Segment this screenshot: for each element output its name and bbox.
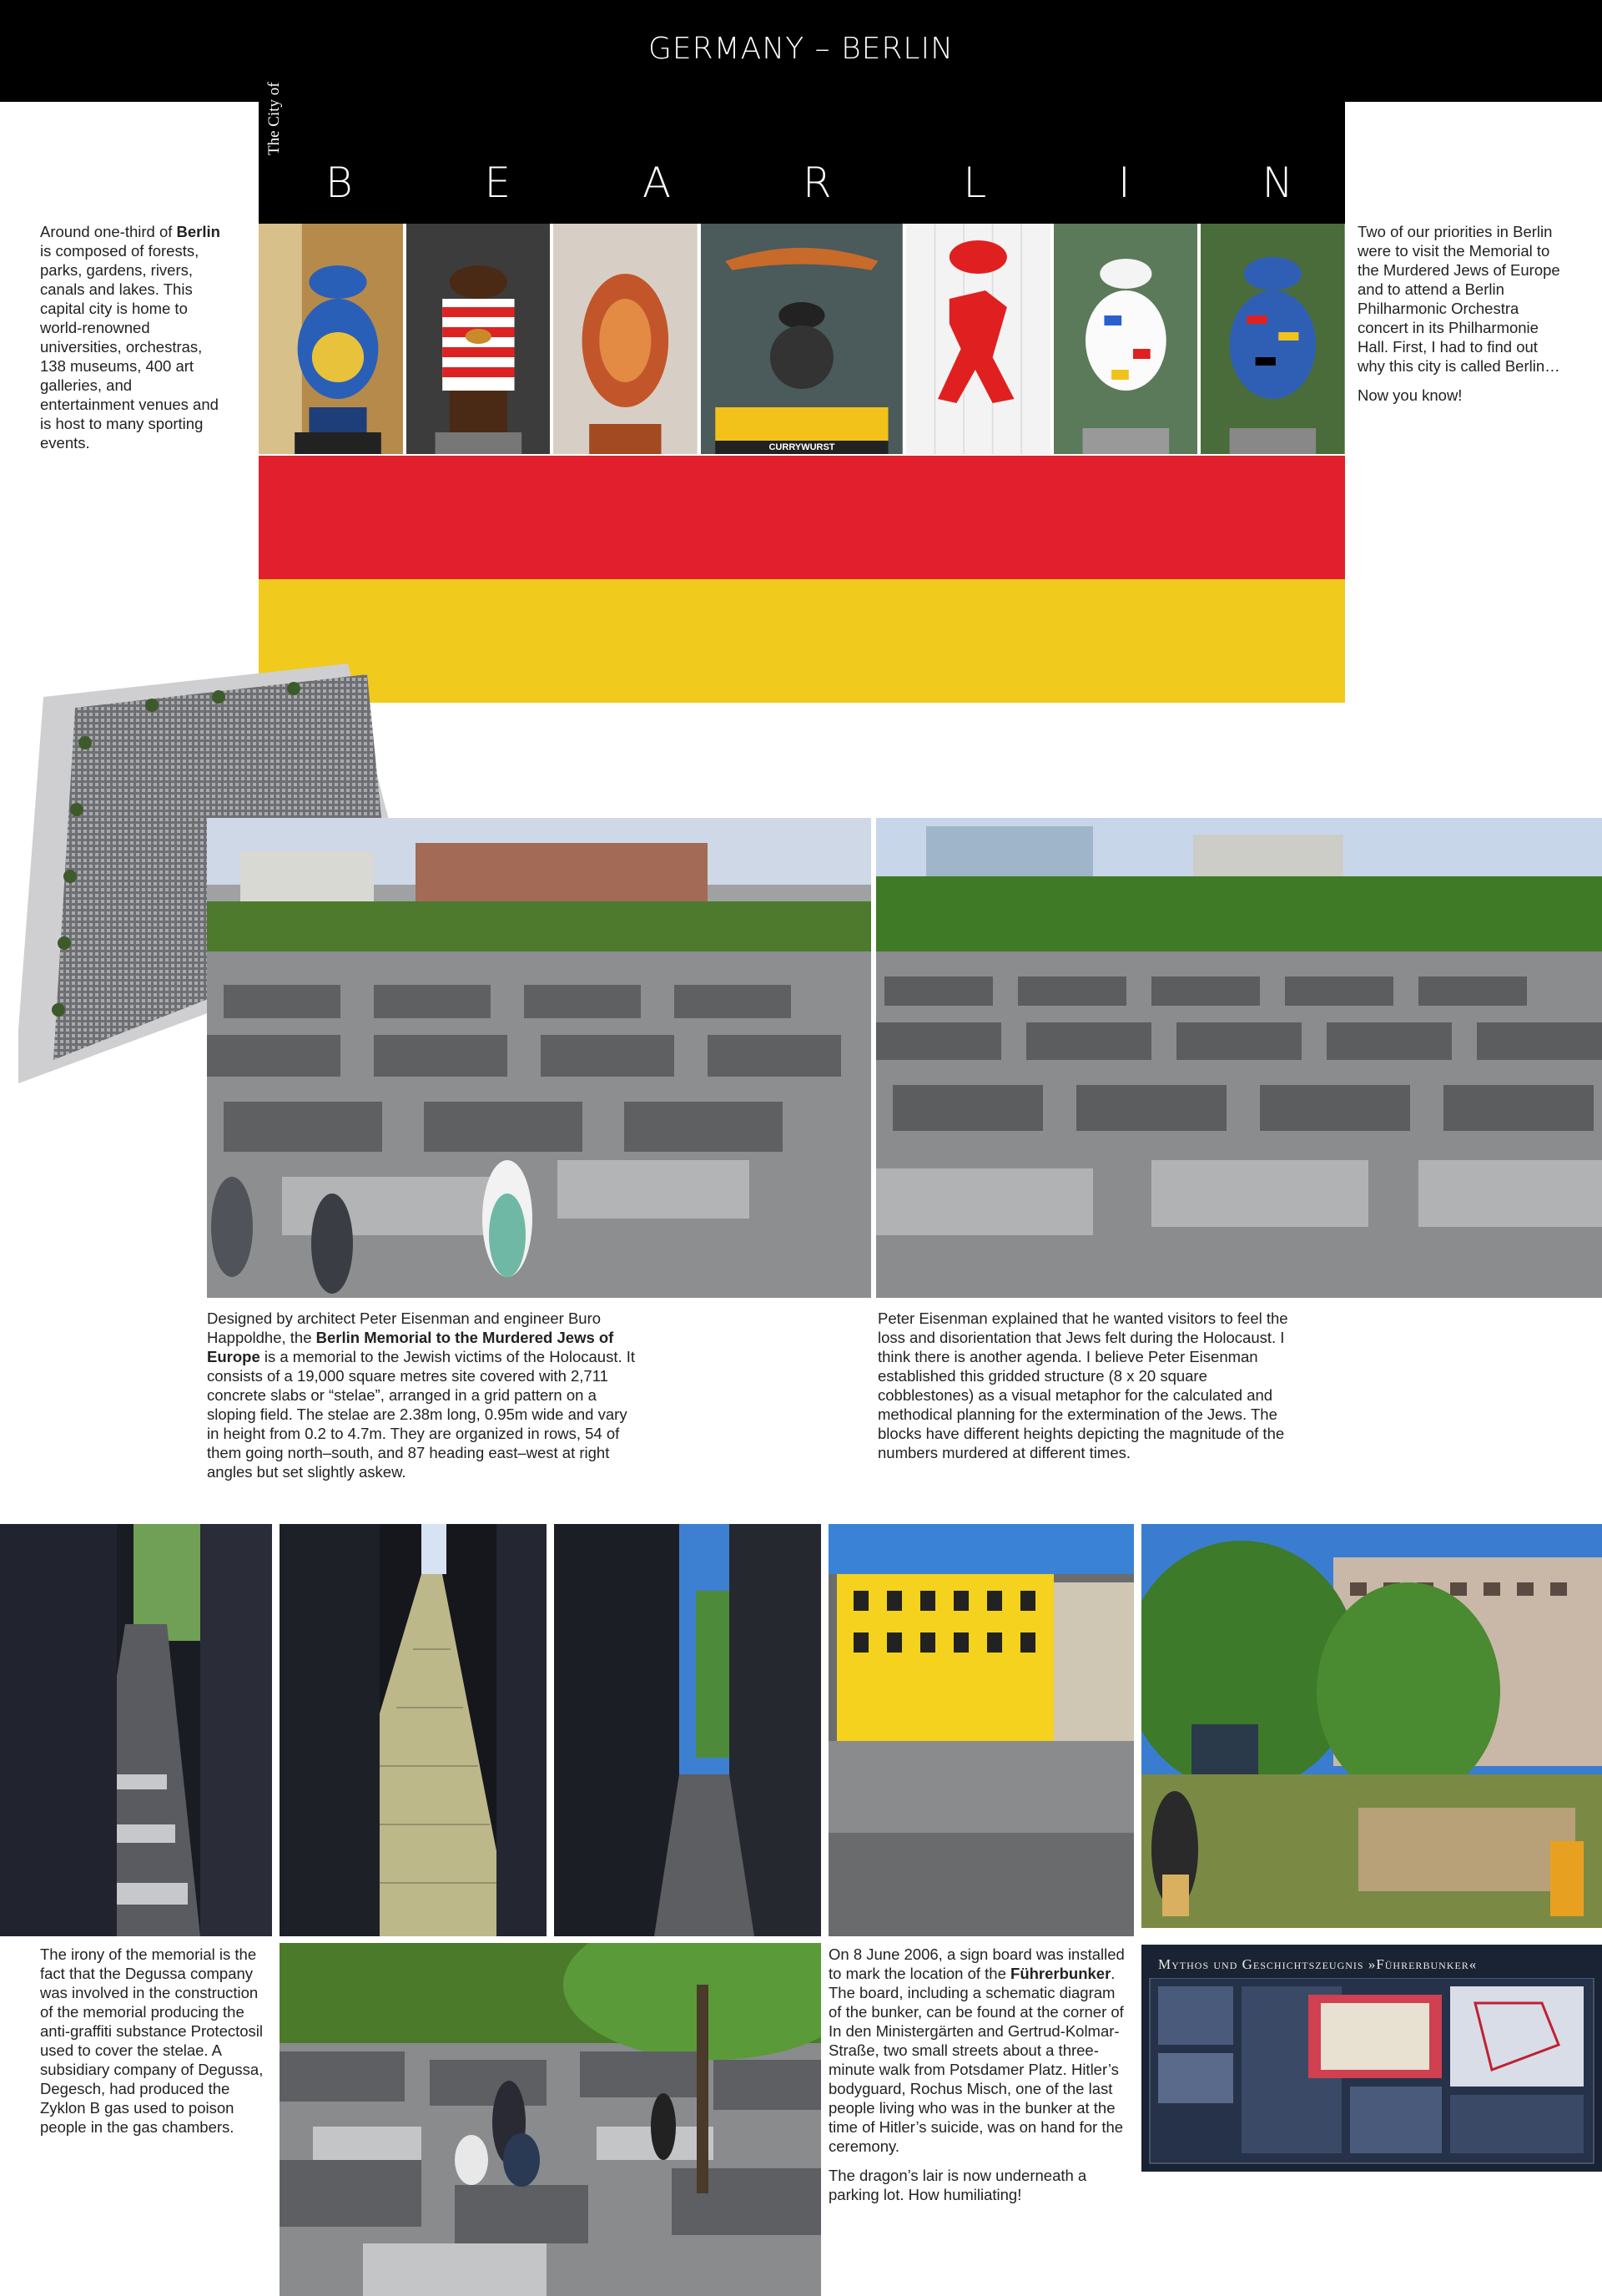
- bear-photo-6: [1054, 224, 1198, 454]
- intro-right-text: [1358, 222, 1563, 405]
- berlin-letters: [325, 159, 1293, 207]
- bunker-p2: The dragon’s lair is now underneath a parking lot. How humiliating!: [829, 2167, 1087, 2203]
- bunker-site-photo: [1141, 1524, 1602, 1928]
- flag-yellow-stripe: [259, 579, 1345, 703]
- intro-right-p2: Now you know!: [1358, 386, 1463, 404]
- bear-photo-7: [1201, 224, 1345, 454]
- letter-e: E: [484, 159, 511, 207]
- stelae-corridor-photo-1: [0, 1524, 272, 1936]
- letter-r: R: [802, 159, 832, 207]
- city-of-label: The City of: [265, 82, 283, 155]
- bunker-bold: Führerbunker: [1010, 1965, 1111, 1982]
- intro-left-part: Around one-third of: [40, 223, 177, 240]
- signboard-title: Mythos und Geschichtszeugnis »Führerbunker«: [1158, 1956, 1478, 1972]
- irony-text: [40, 1945, 274, 2137]
- yellow-building-photo: [829, 1524, 1134, 1936]
- page-title: GERMANY – BERLIN: [647, 32, 955, 66]
- bear-photo-1: [259, 224, 403, 454]
- letter-b: B: [325, 159, 353, 207]
- stelae-corridor-photo-3: [554, 1524, 821, 1936]
- bunker-p1: [829, 1945, 1131, 2156]
- memorial-left-part: Designed by architect Peter Eisenman and engineer Buro Happoldhe, the: [207, 1309, 602, 1346]
- bunker-part: On 8 June 2006, a sign board was installed to mark the location of the: [829, 1945, 1125, 1982]
- bear-photo-4: [701, 224, 903, 454]
- intro-left-text: [40, 222, 224, 452]
- bear-photo-3: [553, 224, 698, 454]
- letter-l: L: [963, 159, 987, 207]
- memorial-right-part: Peter Eisenman explained that he wanted visitors to feel the loss and disorientation that Jews felt during the Holocaust. I think there is another agenda. I believe Peter Eisenman established this gridded structure (8 x 20 square cobblestones) as a visual metaphor for the calculated and methodical planning for the extermination of the Jews. The blocks have different heights depicting the magnitude of the numbers murdered at different times.: [878, 1309, 1288, 1461]
- memorial-photo-left: [207, 818, 871, 1298]
- flag-red-stripe: [259, 456, 1345, 579]
- intro-left-bold: Berlin: [176, 223, 220, 240]
- letter-n: N: [1262, 159, 1293, 207]
- memorial-left-text: [207, 1309, 641, 1481]
- memorial-photo-right: [876, 818, 1602, 1298]
- memorial-right-text: [878, 1309, 1295, 1462]
- irony-part: The irony of the memorial is the fact that the Degussa company was involved in the construction of the memorial producing the anti-graffiti substance Protectosil used to cover the stelae. A subsidiary company of Degussa, Degesch, had produced the Zyklon B gas used to poison people in the gas chambers.: [40, 1945, 264, 2136]
- intro-left-part: is composed of forests, parks, gardens, rivers, canals and lakes. This capital city is home to world-renowned universities, orchestras, 138 museums, 400 art galleries, and entertainment venues and is host to many sporting events.: [40, 242, 219, 452]
- letter-a: A: [642, 159, 672, 207]
- stelae-corridor-photo-2: [280, 1524, 547, 1936]
- bear-photo-5: [906, 224, 1050, 454]
- memorial-left-bold: Berlin Memorial to the Murdered Jews of Europe: [207, 1329, 614, 1365]
- fuhrerbunker-signboard-photo: [1141, 1945, 1602, 2172]
- currywurst-sign: CURRYWURST: [768, 442, 835, 452]
- memorial-left-part: is a memorial to the Jewish victims of the Holocaust. It consists of a 19,000 square metres site covered with 2,711 concrete slabs or “stelae”, arranged in a grid pattern on a sloping field. The stelae are 2.38m long, 0.95m wide and vary in height from 0.2 to 4.7m. They are organized in rows, 54 of them going north–south, and 87 heading east–west at right angles but set slightly askew.: [207, 1348, 636, 1481]
- bear-photo-strip: [259, 224, 1345, 454]
- letter-i: I: [1118, 159, 1131, 207]
- bunker-part: . The board, including a schematic diagram of the bunker, can be found at the corner of In den Ministergärten and Gertrud-Kolmar-Straße, two small streets about a three-minute walk from Potsdamer Platz. Hitler’s bodyguard, Rochus Misch, one of the last people living who was in the bunker at the time of Hitler’s suicide, was on hand for the ceremony.: [829, 1965, 1124, 2155]
- intro-right-p1: Two of our priorities in Berlin were to visit the Memorial to the Murdered Jews of Europe and to attend a Berlin Philharmonic Orchestra concert in its Philharmonie Hall. First, I had to find out why this city is called Berlin…: [1358, 223, 1560, 375]
- bear-photo-2: [406, 224, 551, 454]
- visitors-stelae-photo: [280, 1943, 821, 2296]
- bunker-text: [829, 1945, 1131, 2204]
